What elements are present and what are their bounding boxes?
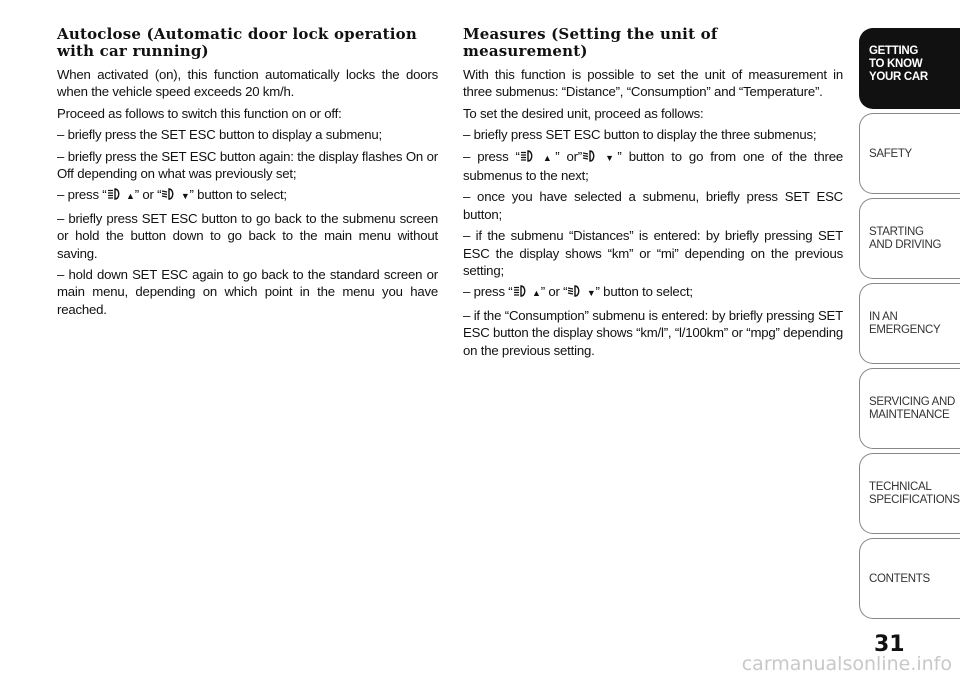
tab-starting-and-driving[interactable]: STARTING AND DRIVING <box>859 198 960 279</box>
down-arrow-icon: ▼ <box>586 288 596 299</box>
autoclose-step-2: – briefly press the SET ESC button again: the display flashes On or Off depending on what was previously set; <box>57 148 438 182</box>
watermark: carmanualsonline.info <box>741 653 952 675</box>
left-column <box>57 26 438 322</box>
headlight-icon <box>161 188 177 200</box>
autoclose-step-1: – briefly press the SET ESC button to display a submenu; <box>57 127 383 143</box>
right-column <box>463 26 843 363</box>
measures-step-2: – press “ ▲” or” ▼” button to go from one of the three submenus to the next; <box>463 148 843 184</box>
measures-step-5: – press “ ▲” or “ ▼” button to select; <box>463 284 693 300</box>
measures-intro: With this function is possible to set the unit of measurement in three submenus: “Distance”, “Consumption” and “Temperature”. <box>463 67 843 100</box>
tab-servicing-and-maintenance[interactable]: SERVICING AND MAINTENANCE <box>859 368 960 449</box>
headlight-icon <box>107 188 123 200</box>
up-arrow-icon: ▲ <box>125 191 135 202</box>
down-arrow-icon: ▼ <box>180 191 190 202</box>
measures-step-1: – briefly press SET ESC button to display the three submenus; <box>463 127 817 143</box>
tab-contents[interactable]: CONTENTS <box>859 538 960 619</box>
autoclose-step-3: – press “ ▲” or “ ▼” button to select; <box>57 187 287 203</box>
autoclose-step-4: – briefly press SET ESC button to go back to the submenu screen or hold the button down to go back to the main menu without saving. <box>57 210 438 261</box>
tab-in-an-emergency[interactable]: IN AN EMERGENCY <box>859 283 960 364</box>
headlight-icon <box>513 285 529 297</box>
autoclose-intro: When activated (on), this function automatically locks the doors when the vehicle speed exceeds 20 km/h. <box>57 67 438 100</box>
measures-proceed: To set the desired unit, proceed as follows: <box>463 105 704 121</box>
chapter-tabs <box>859 28 960 623</box>
headlight-icon <box>520 150 536 162</box>
up-arrow-icon: ▲ <box>542 152 556 163</box>
headlight-icon <box>567 285 583 297</box>
measures-heading: Measures (Setting the unit of measurement) <box>463 25 718 60</box>
tab-getting-to-know-your-car[interactable]: GETTING TO KNOW YOUR CAR <box>859 28 960 109</box>
measures-step-3: – once you have selected a submenu, briefly press SET ESC button; <box>463 189 843 222</box>
measures-step-6: – if the “Consumption” submenu is entered: by briefly pressing SET ESC button the display shows “km/l”, “l/100km” or “mpg” depending on the previous setting. <box>463 307 843 358</box>
tab-safety[interactable]: SAFETY <box>859 113 960 194</box>
autoclose-proceed: Proceed as follows to switch this function on or off: <box>57 105 342 121</box>
measures-step-4: – if the submenu “Distances” is entered: by briefly pressing SET ESC the display shows “km” or “mi” depending on the previous setting; <box>463 228 843 279</box>
headlight-icon <box>582 150 598 162</box>
up-arrow-icon: ▲ <box>531 288 541 299</box>
autoclose-step-5: – hold down SET ESC again to go back to the standard screen or main menu, depending on which point in the menu you have reached. <box>57 267 438 317</box>
tab-technical-specifications[interactable]: TECHNICAL SPECIFICATIONS <box>859 453 960 534</box>
down-arrow-icon: ▼ <box>605 152 618 163</box>
page-number: 31 <box>874 632 905 657</box>
autoclose-heading: Autoclose (Automatic door lock operation with car running) <box>57 25 417 60</box>
